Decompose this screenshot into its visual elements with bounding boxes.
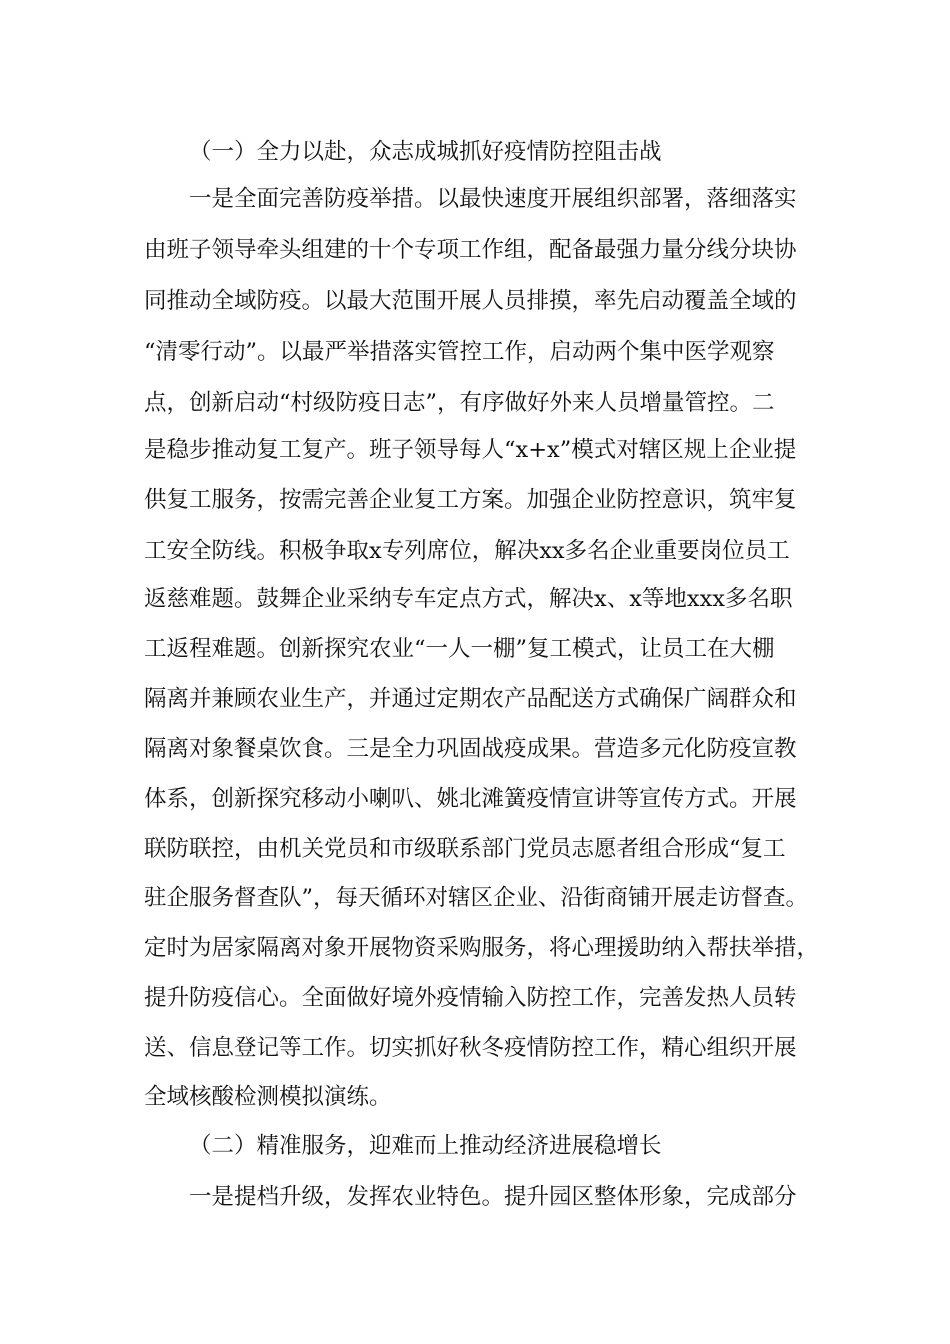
section-1-line: 联防联控，由机关党员和市级联系部门党员志愿者组合形成“复工 bbox=[144, 836, 786, 862]
section-1-line: 隔离对象餐桌饮食。三是全力巩固战疫成果。营造多元化防疫宣教 bbox=[144, 736, 797, 762]
section-1-line: 是稳步推动复工复产。班子领导每人“x+x”模式对辖区规上企业提 bbox=[144, 437, 797, 463]
section-1-line: 同推动全域防疫。以最大范围开展人员排摸，率先启动覆盖全域的 bbox=[144, 288, 797, 314]
section-1-line: 供复工服务，按需完善企业复工方案。加强企业防控意识，筑牢复 bbox=[144, 487, 797, 513]
section-1-line: 全域核酸检测模拟演练。 bbox=[144, 1084, 392, 1110]
section-1-line: 体系，创新探究移动小喇叭、姚北滩簧疫情宣讲等宣传方式。开展 bbox=[144, 786, 797, 812]
section-2-heading: （二）精准服务，迎难而上推动经济进展稳增长 bbox=[189, 1133, 662, 1159]
section-1-line: 由班子领导牵头组建的十个专项工作组，配备最强力量分线分块协 bbox=[144, 237, 797, 263]
section-1-heading: （一）全力以赴，众志成城抓好疫情防控阻击战 bbox=[189, 139, 662, 165]
section-1-line: 点，创新启动“村级防疫日志”，有序做好外来人员增量管控。二 bbox=[144, 390, 775, 416]
section-1-line: 隔离并兼顾农业生产，并通过定期农产品配送方式确保广阔群众和 bbox=[144, 686, 797, 712]
section-1-line: 定时为居家隔离对象开展物资采购服务，将心理援助纳入帮扶举措， bbox=[144, 935, 820, 961]
section-1-line: 送、信息登记等工作。切实抓好秋冬疫情防控工作，精心组织开展 bbox=[144, 1035, 797, 1061]
section-1-line: 一是全面完善防疫举措。以最快速度开展组织部署，落细落实 bbox=[189, 186, 797, 212]
section-1-line: “清零行动”。以最严举措落实管控工作，启动两个集中医学观察 bbox=[144, 339, 775, 365]
section-1-line: 驻企服务督查队”，每天循环对辖区企业、沿街商铺开展走访督查。 bbox=[144, 885, 809, 911]
section-2-line: 一是提档升级，发挥农业特色。提升园区整体形象，完成部分 bbox=[189, 1184, 797, 1210]
section-1-line: 工返程难题。创新探究农业“一人一棚”复工模式，让员工在大棚 bbox=[144, 636, 775, 662]
section-1-line: 工安全防线。积极争取x专列席位，解决xx多名企业重要岗位员工 bbox=[144, 538, 790, 564]
section-1-line: 返慈难题。鼓舞企业采纳专车定点方式，解决x、x等地xxx多名职 bbox=[144, 586, 793, 612]
section-1-line: 提升防疫信心。全面做好境外疫情输入防控工作，完善发热人员转 bbox=[144, 985, 797, 1011]
